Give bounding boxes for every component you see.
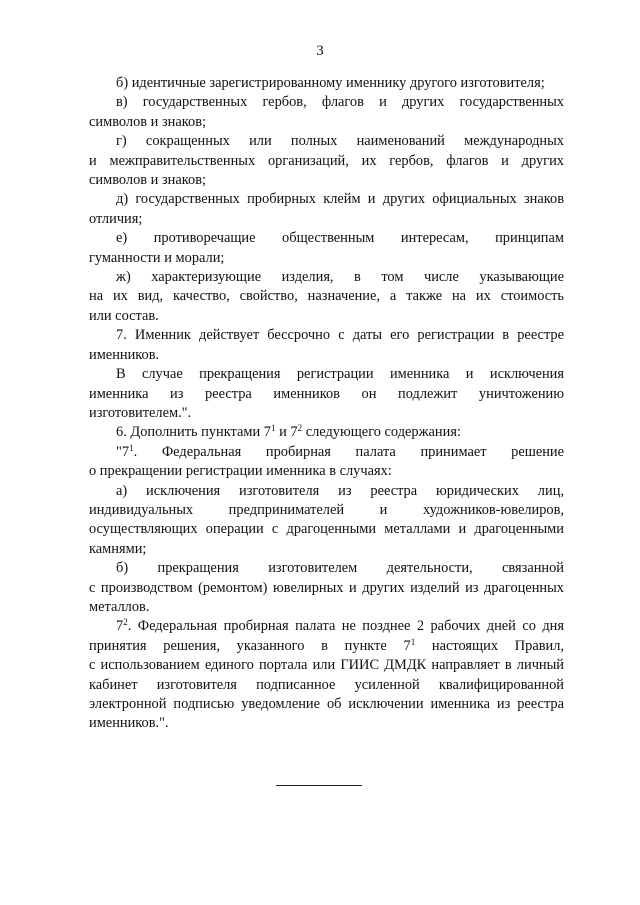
text-fragment: 7 <box>116 618 124 635</box>
text-line: с использованием единого портала или ГИИС ДМДК направляет в личный <box>89 657 564 674</box>
text-line: г) сокращенных или полных наименований международных <box>116 133 564 150</box>
text-line: именников. <box>89 346 160 363</box>
text-fragment: настоящих Правил, <box>415 637 564 654</box>
text-line: е) противоречащие общественным интересам, принципам <box>116 230 564 247</box>
text-line: о прекращении регистрации именника в случаях: <box>89 463 392 480</box>
text-line: камнями; <box>89 540 147 557</box>
item-b-termination <box>89 559 564 617</box>
item-d-assay-marks <box>89 190 564 229</box>
text-line: б) прекращения изготовителем деятельности, связанной <box>116 560 564 577</box>
text-fragment: . Федеральная пробирная палата принимает решение <box>133 443 564 460</box>
paragraph-6-amendment <box>89 423 564 442</box>
text-line: б) идентичные зарегистрированному именнику другого изготовителя; <box>116 75 545 91</box>
text-line: В случае прекращения регистрации именника и исключения <box>116 366 564 383</box>
text-line: индивидуальных предпринимателей и художников-ювелиров, <box>89 501 564 518</box>
superscript: 1 <box>271 423 276 434</box>
text-line: именников.". <box>89 715 169 732</box>
text-line <box>89 637 564 656</box>
text-line: гуманности и морали; <box>89 249 225 266</box>
text-fragment: принятия решения, указанного в пункте 7 <box>89 637 411 654</box>
document-body <box>89 74 564 734</box>
text-line: на их вид, качество, свойство, назначение, а также на их стоимость <box>89 288 564 305</box>
item-e-public-interest <box>89 229 564 268</box>
text-line: отличия; <box>89 210 143 227</box>
paragraph-7-1 <box>89 443 564 482</box>
item-v-state-emblems <box>89 93 564 132</box>
text-line <box>89 617 564 636</box>
text-line: и межправительственных организаций, их гербов, флагов и других <box>89 152 564 169</box>
text-fragment: следующего содержания: <box>302 424 461 441</box>
item-zh-characterizing <box>89 268 564 326</box>
text-line: символов и знаков; <box>89 113 206 130</box>
text-line: изготовителем.". <box>89 404 192 421</box>
text-fragment: и 7 <box>275 424 298 441</box>
item-a-exclusion <box>89 482 564 560</box>
text-fragment: "7 <box>116 443 130 460</box>
paragraph-7-2 <box>89 617 564 733</box>
text-line: в) государственных гербов, флагов и других государственных <box>116 94 564 111</box>
superscript: 2 <box>123 617 128 628</box>
text-line: а) исключения изготовителя из реестра юридических лиц, <box>116 482 564 499</box>
text-line: или состав. <box>89 307 159 324</box>
text-fragment: . Федеральная пробирная палата не позднее 2 рабочих дней со дня <box>127 618 564 635</box>
text-line: 7. Именник действует бессрочно с даты его регистрации в реестре <box>116 327 564 344</box>
text-fragment: 6. Дополнить пунктами 7 <box>116 424 271 441</box>
text-line <box>89 443 564 462</box>
paragraph-7 <box>89 326 564 365</box>
text-line: д) государственных пробирных клейм и других официальных знаков <box>116 191 564 208</box>
superscript: 1 <box>410 636 416 647</box>
item-g-international-orgs <box>89 132 564 190</box>
superscript: 2 <box>297 423 303 434</box>
page-number: 3 <box>316 43 324 59</box>
text-line: символов и знаков; <box>89 172 206 189</box>
text-line: именника из реестра именников он подлежит уничтожению <box>89 385 564 402</box>
text-line: металлов. <box>89 598 150 615</box>
text-line: ж) характеризующие изделия, в том числе указывающие <box>116 269 564 286</box>
item-b-identical <box>89 74 564 93</box>
text-line: электронной подписью уведомление об исключении именника из реестра <box>89 696 564 712</box>
text-line: кабинет изготовителя подписанное усиленной квалифицированной <box>89 676 564 693</box>
text-line: осуществляющих операции с драгоценными металлами и драгоценными <box>89 521 564 538</box>
text-line <box>89 423 564 442</box>
paragraph-termination-case <box>89 365 564 423</box>
superscript: 1 <box>129 442 134 453</box>
text-line: с производством (ремонтом) ювелирных и других изделий из драгоценных <box>89 579 564 596</box>
end-of-document-rule <box>276 785 362 786</box>
